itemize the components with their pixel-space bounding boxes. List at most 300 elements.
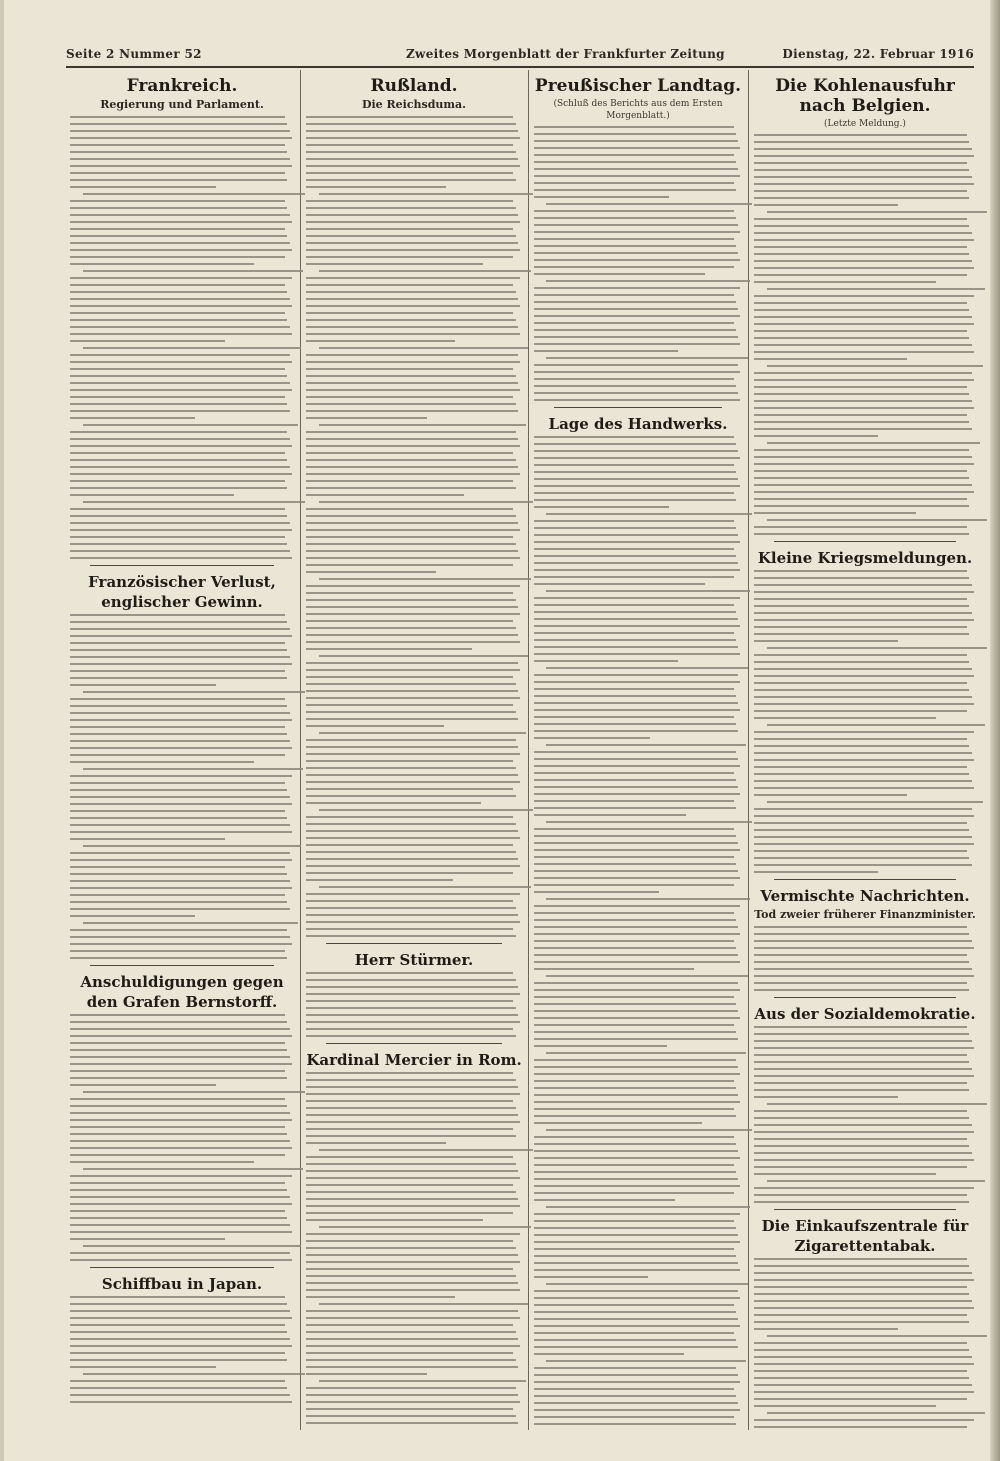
text-line bbox=[534, 1213, 740, 1215]
text-line bbox=[306, 1170, 518, 1172]
text-line bbox=[306, 1324, 513, 1326]
text-line bbox=[70, 1324, 285, 1326]
text-line bbox=[754, 1265, 969, 1267]
text-line bbox=[306, 1345, 520, 1347]
text-line bbox=[70, 1049, 287, 1051]
text-line bbox=[754, 281, 936, 283]
column-3 bbox=[534, 72, 742, 1430]
text-line bbox=[754, 239, 974, 241]
text-line bbox=[754, 668, 972, 670]
text-line bbox=[754, 470, 967, 472]
text-line bbox=[534, 1150, 738, 1152]
text-line bbox=[306, 1296, 455, 1298]
text-line bbox=[83, 424, 298, 426]
text-line bbox=[70, 529, 292, 531]
text-line bbox=[534, 835, 736, 837]
text-line bbox=[306, 816, 513, 818]
section-heading: Rußland. bbox=[370, 76, 458, 96]
text-line bbox=[534, 1262, 738, 1264]
text-line bbox=[534, 140, 738, 142]
text-line bbox=[534, 660, 678, 662]
text-line bbox=[754, 654, 967, 656]
text-line bbox=[83, 691, 305, 693]
text-line bbox=[534, 1122, 702, 1124]
text-line bbox=[70, 866, 285, 868]
text-line bbox=[70, 515, 287, 517]
text-line bbox=[306, 242, 518, 244]
text-line bbox=[306, 1079, 516, 1081]
text-line bbox=[754, 1384, 972, 1386]
text-line bbox=[754, 1349, 969, 1351]
text-line bbox=[70, 894, 285, 896]
text-line bbox=[306, 979, 516, 981]
text-line bbox=[534, 147, 740, 149]
text-line bbox=[70, 298, 290, 300]
text-line bbox=[319, 424, 526, 426]
text-line bbox=[534, 1367, 736, 1369]
section-note: (Letzte Meldung.) bbox=[824, 119, 906, 129]
text-line bbox=[754, 605, 969, 607]
text-line bbox=[754, 1131, 974, 1133]
text-line bbox=[754, 1328, 898, 1330]
text-line bbox=[306, 207, 516, 209]
text-line bbox=[534, 161, 736, 163]
text-line bbox=[70, 536, 285, 538]
article-body bbox=[754, 1026, 976, 1203]
text-line bbox=[534, 527, 736, 529]
text-line bbox=[754, 295, 974, 297]
text-line bbox=[754, 689, 969, 691]
text-line bbox=[70, 775, 292, 777]
text-line bbox=[70, 1352, 285, 1354]
text-line bbox=[534, 1199, 675, 1201]
text-line bbox=[306, 151, 516, 153]
text-line bbox=[534, 471, 736, 473]
text-line bbox=[70, 319, 287, 321]
text-line bbox=[534, 702, 738, 704]
text-line bbox=[306, 683, 516, 685]
text-line bbox=[70, 1084, 216, 1086]
text-line bbox=[534, 828, 734, 830]
text-line bbox=[70, 445, 292, 447]
text-line bbox=[754, 1096, 898, 1098]
masthead bbox=[66, 44, 974, 66]
page-edge-left bbox=[0, 0, 4, 1461]
text-line bbox=[70, 1112, 290, 1114]
text-line bbox=[534, 1094, 738, 1096]
text-line bbox=[70, 712, 290, 714]
text-line bbox=[306, 137, 520, 139]
text-line bbox=[534, 1080, 734, 1082]
text-line bbox=[754, 169, 969, 171]
text-line bbox=[306, 697, 520, 699]
text-line bbox=[306, 564, 513, 566]
text-line bbox=[306, 1107, 516, 1109]
text-line bbox=[754, 1054, 967, 1056]
text-line bbox=[754, 1342, 967, 1344]
text-line bbox=[546, 1052, 746, 1054]
text-line bbox=[70, 417, 195, 419]
text-line bbox=[534, 1395, 736, 1397]
text-line bbox=[754, 968, 972, 970]
text-line bbox=[70, 354, 290, 356]
text-line bbox=[306, 165, 520, 167]
text-line bbox=[70, 649, 287, 651]
text-line bbox=[306, 438, 518, 440]
text-line bbox=[83, 347, 300, 349]
text-line bbox=[70, 550, 290, 552]
text-line bbox=[306, 298, 518, 300]
text-line bbox=[306, 1275, 516, 1277]
text-line bbox=[767, 365, 982, 367]
text-line bbox=[754, 850, 967, 852]
text-line bbox=[754, 1201, 969, 1203]
text-line bbox=[306, 494, 464, 496]
text-line bbox=[534, 1073, 740, 1075]
text-line bbox=[306, 634, 518, 636]
text-line bbox=[767, 519, 987, 521]
text-line bbox=[534, 863, 736, 865]
text-line bbox=[754, 533, 969, 535]
text-line bbox=[546, 1129, 752, 1131]
text-line bbox=[306, 986, 518, 988]
text-line bbox=[70, 291, 287, 293]
text-line bbox=[306, 1268, 513, 1270]
text-line bbox=[534, 632, 734, 634]
text-line bbox=[70, 957, 287, 959]
text-line bbox=[767, 1335, 987, 1337]
text-line bbox=[306, 1422, 518, 1424]
text-line bbox=[70, 873, 287, 875]
text-line bbox=[534, 154, 734, 156]
text-line bbox=[754, 1419, 974, 1421]
section-divider bbox=[774, 997, 956, 998]
text-line bbox=[70, 852, 290, 854]
text-line bbox=[70, 635, 292, 637]
section-divider bbox=[90, 565, 274, 566]
text-line bbox=[306, 865, 520, 867]
text-line bbox=[754, 323, 974, 325]
text-line bbox=[70, 936, 290, 938]
text-line bbox=[70, 1303, 287, 1305]
text-line bbox=[306, 277, 520, 279]
text-line bbox=[754, 794, 907, 796]
text-line bbox=[306, 669, 520, 671]
text-line bbox=[754, 1033, 969, 1035]
text-line bbox=[306, 305, 520, 307]
text-line bbox=[70, 761, 254, 763]
text-line bbox=[534, 499, 736, 501]
text-line bbox=[70, 908, 290, 910]
text-line bbox=[754, 1194, 967, 1196]
text-line bbox=[306, 1247, 516, 1249]
text-line bbox=[306, 529, 520, 531]
text-line bbox=[754, 871, 878, 873]
text-line bbox=[754, 717, 936, 719]
text-line bbox=[754, 1187, 974, 1189]
text-line bbox=[534, 1143, 736, 1145]
text-line bbox=[306, 795, 516, 797]
text-line bbox=[754, 1026, 967, 1028]
text-line bbox=[306, 972, 513, 974]
section-divider bbox=[326, 1043, 502, 1044]
column-rule bbox=[748, 70, 749, 1430]
text-line bbox=[306, 739, 516, 741]
text-line bbox=[534, 436, 734, 438]
text-line bbox=[306, 452, 513, 454]
text-line bbox=[306, 1035, 516, 1037]
text-line bbox=[319, 732, 526, 734]
text-line bbox=[534, 133, 736, 135]
text-line bbox=[306, 459, 516, 461]
text-line bbox=[306, 1338, 518, 1340]
text-line bbox=[534, 723, 736, 725]
text-line bbox=[534, 1290, 738, 1292]
text-line bbox=[534, 266, 734, 268]
text-line bbox=[754, 940, 972, 942]
text-line bbox=[306, 1394, 518, 1396]
text-line bbox=[70, 810, 285, 812]
text-line bbox=[70, 1401, 292, 1403]
text-line bbox=[534, 730, 738, 732]
article-body bbox=[754, 570, 976, 873]
text-line bbox=[534, 1381, 740, 1383]
text-line bbox=[754, 526, 967, 528]
text-line bbox=[306, 417, 427, 419]
text-line bbox=[70, 382, 290, 384]
text-line bbox=[534, 1108, 734, 1110]
text-line bbox=[546, 821, 752, 823]
text-line bbox=[754, 246, 967, 248]
text-line bbox=[534, 870, 738, 872]
text-line bbox=[754, 400, 972, 402]
text-line bbox=[534, 273, 705, 275]
text-line bbox=[70, 1175, 292, 1177]
text-line bbox=[70, 466, 290, 468]
text-line bbox=[754, 1124, 972, 1126]
text-line bbox=[70, 1154, 285, 1156]
text-line bbox=[754, 218, 967, 220]
text-line bbox=[534, 1178, 738, 1180]
text-line bbox=[319, 347, 529, 349]
text-line bbox=[70, 438, 290, 440]
text-line bbox=[306, 403, 516, 405]
text-line bbox=[306, 1198, 518, 1200]
text-line bbox=[534, 604, 734, 606]
text-line bbox=[70, 368, 285, 370]
text-line bbox=[534, 674, 738, 676]
text-line bbox=[546, 1206, 750, 1208]
text-line bbox=[306, 1359, 516, 1361]
text-line bbox=[754, 1152, 972, 1154]
text-line bbox=[754, 498, 967, 500]
text-line bbox=[546, 975, 748, 977]
text-line bbox=[70, 158, 290, 160]
text-line bbox=[754, 982, 967, 984]
text-line bbox=[534, 982, 738, 984]
text-line bbox=[754, 302, 967, 304]
text-line bbox=[306, 690, 518, 692]
text-line bbox=[754, 337, 969, 339]
text-line bbox=[306, 879, 453, 881]
text-line bbox=[534, 1332, 734, 1334]
text-line bbox=[754, 787, 974, 789]
section-heading: Kardinal Mercier in Rom. bbox=[306, 1051, 522, 1069]
text-line bbox=[534, 800, 734, 802]
text-line bbox=[534, 1374, 738, 1376]
text-line bbox=[534, 926, 738, 928]
text-line bbox=[70, 1042, 285, 1044]
text-line bbox=[306, 1352, 513, 1354]
text-line bbox=[70, 1098, 285, 1100]
text-line bbox=[754, 612, 972, 614]
text-line bbox=[754, 975, 974, 977]
text-line bbox=[306, 1114, 518, 1116]
text-line bbox=[534, 758, 738, 760]
text-line bbox=[754, 926, 967, 928]
text-line bbox=[546, 203, 752, 205]
text-line bbox=[70, 901, 287, 903]
text-line bbox=[754, 1272, 972, 1274]
text-line bbox=[70, 698, 285, 700]
text-line bbox=[754, 1405, 936, 1407]
text-line bbox=[754, 1145, 969, 1147]
text-line bbox=[546, 357, 748, 359]
text-line bbox=[306, 550, 518, 552]
text-line bbox=[754, 372, 972, 374]
text-line bbox=[70, 1021, 287, 1023]
text-line bbox=[534, 1087, 736, 1089]
text-line bbox=[319, 1226, 531, 1228]
text-line bbox=[534, 329, 736, 331]
text-line bbox=[83, 922, 298, 924]
text-line bbox=[546, 513, 752, 515]
text-line bbox=[70, 1224, 290, 1226]
text-line bbox=[70, 116, 285, 118]
article-body bbox=[70, 116, 294, 559]
text-line bbox=[70, 508, 285, 510]
text-line bbox=[534, 786, 738, 788]
text-line bbox=[754, 570, 967, 572]
text-line bbox=[70, 172, 285, 174]
text-line bbox=[534, 238, 734, 240]
text-line bbox=[534, 464, 734, 466]
text-line bbox=[306, 1282, 518, 1284]
text-line bbox=[306, 1142, 446, 1144]
text-line bbox=[546, 590, 750, 592]
text-line bbox=[70, 719, 292, 721]
text-line bbox=[306, 410, 518, 412]
text-line bbox=[306, 1014, 518, 1016]
text-line bbox=[534, 688, 734, 690]
section-heading: Aus der Sozialdemokratie. bbox=[754, 1005, 976, 1023]
text-line bbox=[534, 315, 740, 317]
section-heading: Die Einkaufszentrale für Zigarettentabak. bbox=[761, 1217, 969, 1255]
text-line bbox=[306, 354, 518, 356]
article-body bbox=[754, 134, 976, 535]
text-line bbox=[754, 330, 967, 332]
text-line bbox=[319, 1380, 526, 1382]
text-line bbox=[70, 1217, 287, 1219]
text-line bbox=[70, 747, 292, 749]
text-line bbox=[70, 677, 287, 679]
text-line bbox=[534, 1339, 736, 1341]
text-line bbox=[534, 548, 734, 550]
text-line bbox=[70, 831, 292, 833]
text-line bbox=[306, 1184, 513, 1186]
text-line bbox=[534, 1409, 740, 1411]
text-line bbox=[306, 445, 520, 447]
text-line bbox=[754, 822, 967, 824]
text-line bbox=[534, 856, 734, 858]
text-line bbox=[319, 655, 529, 657]
text-line bbox=[70, 1035, 292, 1037]
text-line bbox=[70, 943, 292, 945]
text-line bbox=[534, 378, 734, 380]
text-line bbox=[534, 1276, 648, 1278]
text-line bbox=[70, 1147, 292, 1149]
text-line bbox=[70, 221, 292, 223]
text-line bbox=[754, 1166, 967, 1168]
text-line bbox=[306, 515, 516, 517]
newspaper-title: Zweites Morgenblatt der Frankfurter Zeitung bbox=[406, 47, 725, 61]
text-line bbox=[754, 316, 972, 318]
text-line bbox=[306, 221, 520, 223]
text-line bbox=[534, 450, 738, 452]
text-line bbox=[754, 505, 969, 507]
text-line bbox=[319, 578, 531, 580]
text-line bbox=[754, 134, 967, 136]
text-line bbox=[70, 705, 287, 707]
text-line bbox=[534, 555, 736, 557]
text-line bbox=[70, 1210, 285, 1212]
text-line bbox=[306, 837, 520, 839]
text-line bbox=[306, 1093, 520, 1095]
text-line bbox=[70, 1366, 216, 1368]
text-line bbox=[306, 823, 516, 825]
text-line bbox=[546, 1283, 748, 1285]
text-line bbox=[754, 1061, 969, 1063]
text-line bbox=[70, 1331, 287, 1333]
text-line bbox=[534, 639, 736, 641]
text-line bbox=[306, 725, 444, 727]
text-line bbox=[83, 270, 303, 272]
article-body bbox=[534, 126, 742, 401]
text-line bbox=[754, 225, 969, 227]
text-line bbox=[754, 351, 974, 353]
text-line bbox=[534, 968, 694, 970]
text-line bbox=[306, 928, 513, 930]
text-line bbox=[754, 204, 898, 206]
text-line bbox=[306, 1000, 513, 1002]
text-line bbox=[534, 1241, 740, 1243]
text-line bbox=[306, 1135, 516, 1137]
text-line bbox=[534, 294, 734, 296]
text-line bbox=[70, 1259, 292, 1261]
text-line bbox=[306, 802, 481, 804]
text-line bbox=[83, 1091, 305, 1093]
text-line bbox=[754, 640, 898, 642]
text-line bbox=[534, 371, 740, 373]
text-line bbox=[70, 663, 292, 665]
text-line bbox=[70, 1231, 292, 1233]
text-line bbox=[306, 473, 520, 475]
text-line bbox=[306, 536, 513, 538]
text-line bbox=[306, 993, 520, 995]
text-line bbox=[754, 1075, 974, 1077]
text-line bbox=[754, 773, 969, 775]
text-line bbox=[754, 274, 967, 276]
